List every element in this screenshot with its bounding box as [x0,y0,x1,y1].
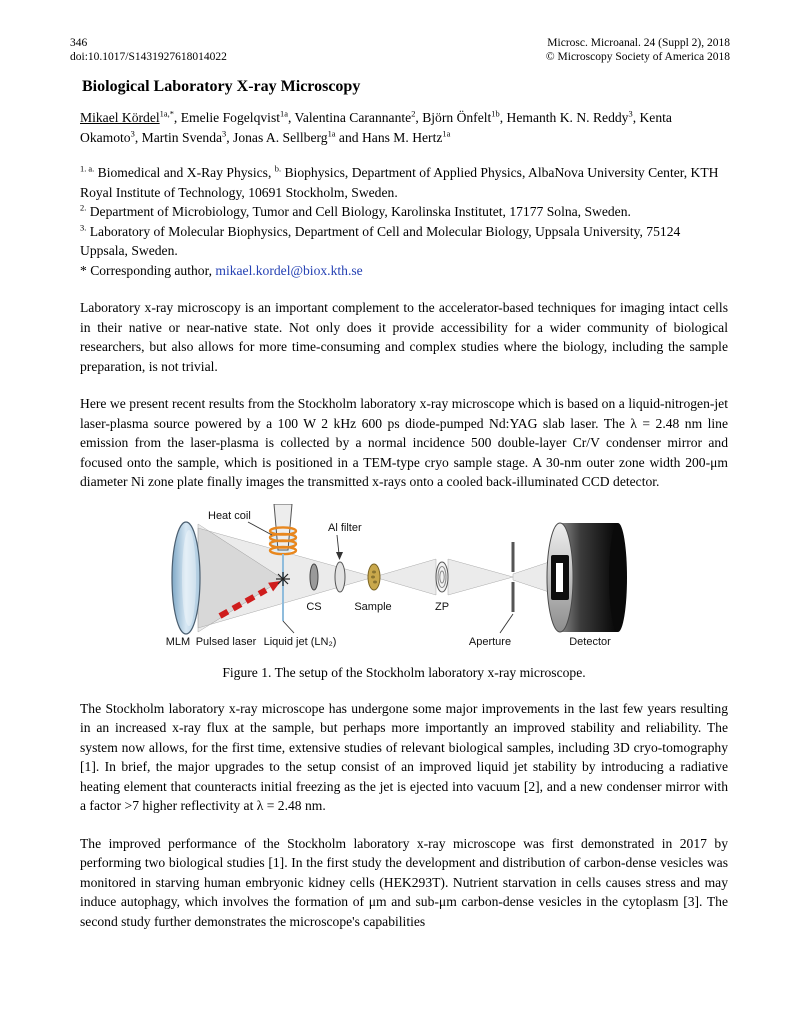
affiliation [80,163,728,202]
affil-sup: b. [274,163,282,174]
author-sep: , [173,110,181,125]
label-liquid-jet: Liquid jet (LN₂) [263,635,337,648]
paragraph-1: Laboratory x-ray microscopy is an important complement to the accelerator-based techniques for imaging intact cells in their native or near-native state. Not only does it provide accessibility for a wider community of biological researchers, but also allows for more time-consuming and complex studies where the biology, including the sample preparation, is not trivial. [80,300,728,374]
corresponding-author-line [80,261,728,281]
label-zp: ZP [434,600,450,613]
author-sep: , [632,110,640,125]
label-pulsed-laser: Pulsed laser [195,635,257,648]
author-sup: 2 [411,108,416,119]
author-sup: 3 [222,127,227,138]
author-sup: 3 [628,108,633,119]
label-heat-coil: Heat coil [208,509,251,522]
copyright-line: © Microscopy Society of America 2018 [545,51,730,63]
author-name: Emelie Fogelqvist [180,110,281,125]
central-stop [310,564,318,590]
author-name: Hans M. Hertz [361,129,443,145]
affiliation [80,222,728,261]
label-sample: Sample [354,600,392,613]
paper-content [0,78,800,931]
doi: doi:10.1017/S1431927618014022 [70,51,227,63]
label-detector: Detector [569,635,611,648]
header-left [70,36,227,64]
label-cs: CS [306,600,322,613]
al-filter [335,562,345,592]
author-name: Jonas A. Sellberg [233,129,328,145]
label-aperture: Aperture [468,635,512,648]
mlm-mirror [172,522,200,634]
affil-text: Biomedical and X-Ray Physics, [94,165,275,180]
paragraph-2: Here we present recent results from the Stockholm laboratory x-ray microscope which is based on a liquid-nitrogen-jet laser-plasma source powered by a 100 W 2 kHz 600 ps diode-pumped Nd:YAG slab laser. The λ = 2.48 nm line emission from the laser-plasma is collected by a normal incidence 500 double-layer Cr/V condenser mirror and focused onto the sample, which is positioned in a TEM-type cryo sample stage. A 30-nm outer zone width 200-μm diameter Ni zone plate finally images the transmitted x-rays onto a cooled back-illuminated CCD detector. [80,396,728,489]
affil-text: Laboratory of Molecular Biophysics, Department of Cell and Molecular Biology, Uppsala University, 75124 Uppsala, Sweden. [80,223,681,258]
affil-sup: 3. [80,221,87,232]
author-sup: 1b [491,108,500,119]
author-sup: 1a [327,127,336,138]
author-sup: 3 [130,127,135,138]
author-sep: , [499,110,507,125]
heat-coil [269,504,297,554]
detector [547,523,627,632]
plasma-spot [276,572,290,586]
page-header [0,0,800,64]
author-sep: , [287,110,295,125]
paragraph-4: The improved performance of the Stockholm laboratory x-ray microscope was first demonstrated in 2017 by performing two biological studies [1]. In the first study the development and distribution of carbon-dense vesicles was monitored in starving human embryonic kidney cells (HEK293T). Nutrient starvation in cells causes stress and may induce autophagy, which involves the formation of μm and sub-μm carbon-dense vesicles in the cytoplasm [3]. The second study further demonstrates the microscope's capabilities [80,835,728,929]
detector-window-slit [556,563,563,592]
header-right [546,36,730,64]
author-name: Mikael Kördel [80,110,160,125]
label-mlm: MLM [165,635,191,648]
figure-caption: Figure 1. The setup of the Stockholm laboratory x-ray microscope. [222,664,586,680]
affil-sup: 1. a. [80,163,95,174]
author-name: Hemanth K. N. Reddy [506,110,629,125]
author-sep: and [335,129,362,145]
figure-1 [162,504,646,681]
author-sep: , [134,129,142,145]
zone-plate [436,562,448,592]
email-link[interactable]: mikael.kordel@biox.kth.se [215,262,363,278]
al-filter-arrowhead [336,552,343,560]
author-sup: 1a,* [159,108,174,119]
author-sep: , [415,110,423,125]
author-name: Kenta Okamoto [80,110,672,145]
author-sup: 1a [280,108,288,119]
label-al-filter: Al filter [328,521,362,534]
author-name: Valentina Carannante [294,110,412,125]
paragraph-3: The Stockholm laboratory x-ray microscope has undergone some major improvements in the last few years resulting in an increased x-ray flux at the sample, but perhaps more importantly an improved stability and reliability. The system now allows, for the first time, extensive studies of relevant biological samples, including 3D cryo-tomography [1]. In brief, the major upgrades to the setup consist of an improved liquid jet stability by introducing a radiative heating element that counteracts initial freezing as the jet is ejected into vacuum [2], and a new condenser mirror with a factor >7 higher reflectivity at λ = 2.48 nm. [80,700,728,813]
affiliation [80,202,728,222]
page-number: 346 [70,37,88,49]
author-sep: , [226,129,234,145]
microscope-diagram [162,504,646,656]
author-sup: 1a [442,127,451,138]
sample [368,564,380,590]
affil-sup: 2. [80,202,87,213]
author-name: Björn Önfelt [422,110,492,125]
journal-line: Microsc. Microanal. 24 (Suppl 2), 2018 [547,37,730,49]
author-list [80,108,728,147]
affil-text: Department of Microbiology, Tumor and Cell Biology, Karolinska Institutet, 17177 Solna, Sweden. [86,204,631,219]
corresponding-prefix: * Corresponding author, [80,262,216,278]
affiliation-block [80,163,728,280]
affil-text: Biophysics, Department of Applied Physics, AlbaNova University Center, KTH Royal Institute of Technology, 10691 Stockholm, Sweden. [80,165,719,200]
author-name: Martin Svenda [141,129,223,145]
paper-title: Biological Laboratory X-ray Microscopy [82,78,361,95]
